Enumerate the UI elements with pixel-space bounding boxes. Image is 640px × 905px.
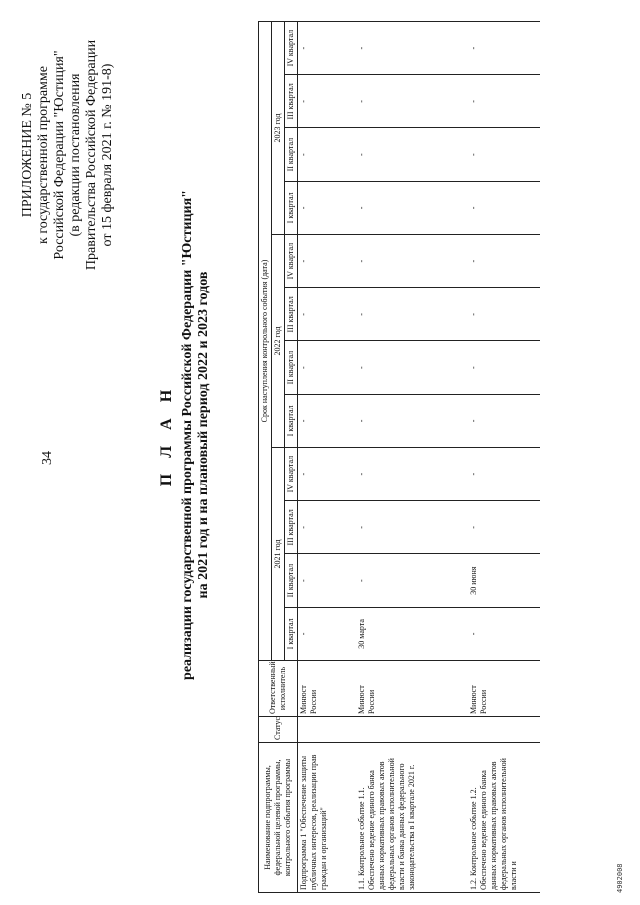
header-quarter: II квартал [285, 128, 298, 181]
header-name: Наименование подпрограммы, федеральной целевой программы, контрольного события программы [259, 743, 298, 893]
row-cell: - [468, 288, 540, 341]
row-status [468, 717, 540, 743]
header-quarter: III квартал [285, 75, 298, 128]
appendix-block [20, 25, 116, 285]
row-cell: - [298, 288, 356, 341]
row-cell: - [468, 181, 540, 234]
row-cell: - [468, 341, 540, 394]
row-cell: - [298, 75, 356, 128]
row-cell: - [468, 501, 540, 554]
row-executor: Минюст России [356, 661, 468, 717]
appendix-line: Правительства Российской Федерации [84, 39, 99, 271]
row-cell: - [356, 394, 468, 447]
row-executor: Минюст России [468, 661, 540, 717]
row-cell: - [356, 554, 468, 607]
row-cell: - [356, 501, 468, 554]
header-quarter: I квартал [285, 394, 298, 447]
footer-code: 4902008 [616, 863, 624, 893]
plan-title [158, 165, 212, 705]
row-name: 1.2. Контрольное событие 1.2. Обеспечено ведение единого банка данных нормативных правовых актов федеральных органов исполнительной власти и [468, 743, 540, 893]
header-quarter: II квартал [285, 554, 298, 607]
row-name: Подпрограмма 1 "Обеспечение защиты публичных интересов, реализации прав граждан и организаций" [298, 743, 356, 893]
header-year: 2023 год [272, 22, 285, 235]
row-cell: - [468, 22, 540, 75]
row-cell: - [298, 128, 356, 181]
row-cell: - [356, 128, 468, 181]
row-cell: - [298, 341, 356, 394]
row-cell: - [356, 181, 468, 234]
table-row [468, 22, 540, 893]
row-cell: - [468, 128, 540, 181]
appendix-line: Российской Федерации "Юстиция" [52, 50, 67, 260]
plan-subtitle-line1: реализации государственной программы Российской Федерации "Юстиция" [180, 190, 195, 680]
page-number: 34 [40, 451, 55, 465]
row-cell: - [356, 341, 468, 394]
row-cell: - [298, 501, 356, 554]
row-cell: - [298, 394, 356, 447]
header-deadline: Срок наступления контрольного события (дата) [259, 22, 272, 661]
header-quarter: I квартал [285, 607, 298, 660]
row-cell: - [298, 22, 356, 75]
row-cell: - [298, 181, 356, 234]
row-cell: 30 июня [468, 554, 540, 607]
plan-table [258, 21, 540, 893]
row-cell: - [468, 607, 540, 660]
header-year: 2021 год [272, 448, 285, 661]
header-executor: Ответственный исполнитель [259, 661, 298, 717]
row-cell: - [356, 448, 468, 501]
row-cell: 30 марта [356, 607, 468, 660]
table-row [356, 22, 468, 893]
header-year: 2022 год [272, 235, 285, 448]
row-cell: - [468, 394, 540, 447]
row-cell: - [298, 235, 356, 288]
row-status [356, 717, 468, 743]
header-quarter: IV квартал [285, 448, 298, 501]
row-cell: - [298, 448, 356, 501]
header-quarter: III квартал [285, 501, 298, 554]
appendix-line: (в редакции постановления [68, 73, 83, 237]
header-quarter: III квартал [285, 288, 298, 341]
row-status [298, 717, 356, 743]
plan-subtitle-line2: на 2021 год и на плановый период 2022 и 2023 годов [196, 271, 211, 599]
row-cell: - [356, 75, 468, 128]
row-cell: - [356, 288, 468, 341]
header-row [259, 22, 272, 893]
header-status: Статус [259, 717, 298, 743]
row-executor: Минюст России [298, 661, 356, 717]
header-quarter: I квартал [285, 181, 298, 234]
row-cell: - [468, 75, 540, 128]
appendix-line: ПРИЛОЖЕНИЕ № 5 [20, 92, 35, 218]
row-cell: - [468, 235, 540, 288]
row-cell: - [298, 607, 356, 660]
row-cell: - [298, 554, 356, 607]
header-quarter: II квартал [285, 341, 298, 394]
header-quarter: IV квартал [285, 22, 298, 75]
table-row [298, 22, 356, 893]
row-cell: - [356, 22, 468, 75]
row-cell: - [468, 448, 540, 501]
plan-heading: П Л А Н [158, 383, 175, 487]
header-quarter: IV квартал [285, 235, 298, 288]
row-cell: - [356, 235, 468, 288]
appendix-line: от 15 февраля 2021 г. № 191-8) [100, 63, 115, 247]
appendix-line: к государственной программе [36, 66, 51, 244]
row-name: 1.1. Контрольное событие 1.1. Обеспечено ведение единого банка данных нормативных правовых актов федеральных органов исполнительной власти и банка данных федерального законодательства в I квартале 2021 г. [356, 743, 468, 893]
